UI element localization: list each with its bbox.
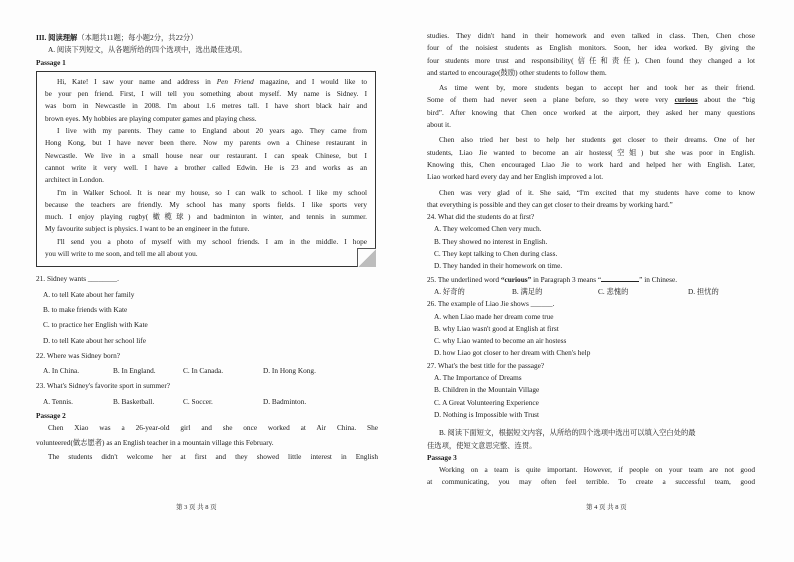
passage1-title: Passage 1 [36,57,66,67]
passage2-line: Chen Xiao was a 26-year-old girl and she once worked at Air China. She [48,423,378,433]
q27-option-c[interactable]: C. A Great Volunteering Experience [434,397,539,407]
q24-option-a[interactable]: A. They welcomed Chen very much. [434,224,542,234]
passage1-line: you will write to me soon, and tell me all about you. [45,249,198,259]
q25-option-c[interactable]: C. 悲愧的 [598,286,629,296]
page-curl-decoration [357,248,376,267]
question-27: 27. What's the best title for the passage? [427,360,545,370]
question-22: 22. Where was Sidney born? [36,350,120,360]
q25-pre: 25. The underlined word [427,274,501,284]
q23-option-d[interactable]: D. Badminton. [263,396,307,406]
passage2-line: four of the noisiest students as English monitors. Soon, her idea worked. By giving the [427,43,755,53]
q25-option-a[interactable]: A. 好奇的 [434,286,465,296]
q25-option-b[interactable]: B. 满足的 [512,286,543,296]
passage2-title: Passage 2 [36,411,66,421]
passage1-line: I'll send you a photo of myself with my school friends. I am in the middle. I hope [57,236,367,246]
right-column [427,30,755,489]
passage1-line: brown eyes. My hobbies are playing computer games and playing chess. [45,113,257,123]
passage2-line: Knowing this, Chen encouraged Liao Jie to work hard and helped her with English. Later, [427,159,755,169]
passage1-line: was born in Newcastle in 2008. I'm about 1.6 metres tall. I have short black hair and [45,101,367,111]
q26-option-d[interactable]: D. how Liao got closer to her dream with Chen's help [434,348,591,358]
q22-option-c[interactable]: C. In Canada. [183,366,224,376]
q26-option-a[interactable]: A. when Liao made her dream come true [434,311,554,321]
section-title: III. 阅读理解 [36,33,78,42]
q22-options [36,365,378,377]
passage2-line-curious [427,94,755,106]
q21-option-b[interactable]: B. to make friends with Kate [43,304,128,314]
passage1-line: I live with my parents. They came to England about 20 years ago. They came from [57,126,367,136]
passage1-line: much. I enjoy playing rugby(橄榄球) and badminton in winter, and tennis in summer. [45,212,367,222]
q27-option-a[interactable]: A. The Importance of Dreams [434,373,522,383]
passage2-line: students, Liao Jie wanted to become an air hostess(空姐) but she was poor in English. [427,147,755,157]
passage1-letter-box [36,71,376,267]
part-b-instruction: B. 阅读下面短文，根据短文内容，从所给的四个选项中选出可以填入空白处的最 [439,428,696,438]
q25-post: ” in Chinese. [639,274,678,284]
q24-option-c[interactable]: C. They kept talking to Chen during class. [434,249,558,259]
section-instruction: A. 阅读下列短文，从各题所给的四个选项中，选出最佳选项。 [48,45,247,55]
q27-option-d[interactable]: D. Nothing is Impossible with Trust [434,409,540,419]
section-header [36,32,378,44]
question-25 [427,273,755,286]
curious-word: curious [674,95,698,105]
passage3-line: Working on a team is quite important. However, if people on your team are not good [439,465,755,475]
letter-greeting: Hi, Kate! I saw your name and address in [57,76,217,86]
left-column [36,32,378,463]
question-23: 23. What's Sidney's favorite sport in summer? [36,381,171,391]
passage2-line: about it. [427,120,451,130]
passage1-line: Newcastle. We live in a small house near our restaurant. I can speak Chinese, but I [45,150,367,160]
q22-option-a[interactable]: A. In China. [43,366,80,376]
passage1-line: Hong Kong, but I have never been there. Now my parents own a Chinese restaurant in [45,138,367,148]
q24-option-d[interactable]: D. They handed in their homework on time. [434,261,563,271]
page-footer-right: 第 4 页 共 8 页 [586,504,627,511]
curious-pre: Some of them had never seen a plane before, so they were very [427,95,675,105]
passage1-line: My favourite subject is physics. I want to be an engineer in the future. [45,224,250,234]
q25-option-d[interactable]: D. 担忧的 [688,286,719,296]
passage3-title: Passage 3 [427,452,457,462]
passage2-line: The students didn't welcome her at first and they showed little interest in English [48,451,378,461]
q21-option-a[interactable]: A. to tell Kate about her family [43,289,135,299]
passage1-line: because the teachers are friendly. My school has many sports fields. I like sports very [45,199,367,209]
passage2-line: bird”. After knowing that Chen once worked at the airport, they asked her many questions [427,107,755,117]
passage2-line: Chen also tried her best to help her students get closer to their dreams. One of her [439,135,755,145]
q25-mid: in Paragraph 3 means “ [531,274,602,284]
q25-blank [601,273,639,282]
q25-word: “curious” [500,274,532,284]
passage3-line: at communicating, you may often feel terrible. To create a successful team, good [427,477,755,487]
passage1-line: architect in London. [45,175,104,185]
passage1-line: cannot write it very well. I have a brother called Edwin. He is 23 and works as an [45,162,367,172]
passage2-line: that everything is possible and they can get closer to their dreams by working hard.” [427,199,673,209]
q24-option-b[interactable]: B. They showed no interest in English. [434,236,548,246]
letter-greeting-tail: magazine, and I would like to [253,76,367,86]
passage2-line: and started to encourage(鼓励) other students to follow them. [427,67,607,77]
passage2-line: As time went by, more students began to accept her and took her as their friend. [439,83,755,93]
q23-option-a[interactable]: A. Tennis. [43,396,73,406]
passage1-line [45,76,367,88]
q22-option-d[interactable]: D. In Hong Kong. [263,366,316,376]
q23-option-b[interactable]: B. Basketball. [113,396,155,406]
passage2-line: Chen was very glad of it. She said, “I'm excited that my students have come to know [439,187,755,197]
q27-option-b[interactable]: B. Children in the Mountain Village [434,385,540,395]
curious-post: about the “big [697,95,755,105]
q21-option-d[interactable]: D. to tell Kate about her school life [43,335,146,345]
passage2-line: Liao worked hard every day and her English improved a lot. [427,172,604,182]
q25-options [427,286,755,298]
q22-option-b[interactable]: B. In England. [113,366,156,376]
question-26: 26. The example of Liao Jie shows ______. [427,299,555,309]
q23-options [36,396,378,408]
passage2-line: four students more trust and responsibility(信任和责任), Chen found they changed a lot [427,55,755,65]
passage1-line: be your pen friend. First, I will tell you something about myself. My name is Sidney. I [45,89,367,99]
q21-option-c[interactable]: C. to practice her English with Kate [43,320,148,330]
question-21: 21. Sidney wants ________. [36,274,119,284]
q23-option-c[interactable]: C. Soccer. [183,396,213,406]
passage2-line: studies. They didn't hand in their homework and even talked in class. Then, Chen chose [427,31,755,40]
q26-option-c[interactable]: C. why Liao wanted to become an air hostess [434,336,567,346]
magazine-name: Pen Friend [216,76,254,86]
section-note: （本题共11题；每小题2分，共22分） [77,33,198,42]
question-24: 24. What did the students do at first? [427,212,535,222]
passage2-line: volunteered(做志愿者) as an English teacher in a mountain village this February. [36,437,274,447]
q26-option-b[interactable]: B. why Liao wasn't good at English at first [434,323,559,333]
passage1-line: I'm in Walker School. It is near my house, so I can walk to school. I like my school [57,187,367,197]
part-b-instruction-cont: 佳选项，使短文意思完整、连贯。 [427,440,537,450]
page-footer-left: 第 3 页 共 8 页 [176,504,217,511]
